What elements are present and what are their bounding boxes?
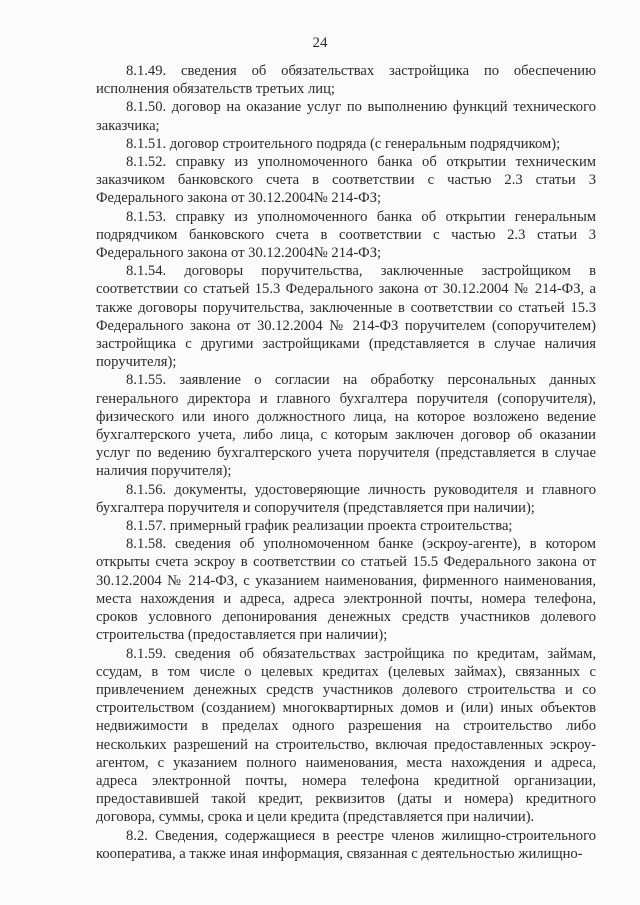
paragraph-8-1-58: 8.1.58. сведения об уполномоченном банке (эскроу-агенте), в котором открыты счета эскроу в соответствии со статьей 15.5 Федерального закона от 30.12.2004 № 214-ФЗ, с указанием наименования, фирменного наименования, места нахождения и адреса, адреса электронной почты, номера телефона, сроков условного депонирования денежных средств участников долевого строительства (предоставляется при наличии);: [96, 536, 596, 644]
page-number: 24: [312, 35, 328, 51]
paragraph-8-1-55: 8.1.55. заявление о согласии на обработку персональных данных генерального директора и главного бухгалтера поручителя (сопоручителя), физического или иного должностного лица, на которое возложено ведение бухгалтерского учета, либо лица, с которым заключен договор об оказании услуг по ведению бухгалтерского учета поручителя (представляется в случае наличия поручителя);: [96, 372, 596, 480]
paragraph-8-1-52: 8.1.52. справку из уполномоченного банка об открытии техническим заказчиком банковского счета в соответствии с частью 2.3 статьи 3 Федерального закона от 30.12.2004№ 214-ФЗ;: [96, 154, 596, 207]
paragraph-8-1-51: 8.1.51. договор строительного подряда (с генеральным подрядчиком);: [126, 135, 561, 152]
paragraph-8-1-54: 8.1.54. договоры поручительства, заключенные застройщиком в соответствии со статьей 15.3 Федерального закона от 30.12.2004 № 214-ФЗ, а также договоры поручительства, заключенные в соответствии со статьей 15.3 Федерального закона от 30.12.2004 № 214-ФЗ поручителем (сопоручителем) застройщика с другими застройщиками (представляется в случае наличия поручителя);: [96, 263, 596, 371]
paragraph-8-1-53: 8.1.53. справку из уполномоченного банка об открытии генеральным подрядчиком банковского счета в соответствии с частью 2.3 статьи 3 Федерального закона от 30.12.2004№ 214-ФЗ;: [96, 208, 596, 262]
paragraph-8-1-59: 8.1.59. сведения об обязательствах застройщика по кредитам, займам, ссудам, в том числе о целевых кредитах (целевых займах), связанных с привлечением денежных средств участников долевого строительства и со строительством (созданием) многоквартирных домов и (или) иных объектов недвижимости в пределах одного разрешения на строительство либо нескольких разрешений на строительство, включая предоставленных эскроу-агентом, с указанием полного наименования, места нахождения и адреса, адреса электронной почты, номера телефона кредитной организации, предоставившей такой кредит, реквизитов (даты и номера) кредитного договора, суммы, срока и цели кредита (представляется при наличии).: [96, 645, 596, 826]
document-body: [96, 62, 596, 863]
paragraph-8-2: 8.2. Сведения, содержащиеся в реестре членов жилищно-строительного кооператива, а также иная информация, связанная с деятельностью жилищно-: [96, 827, 596, 862]
paragraph-8-1-50: 8.1.50. договор на оказание услуг по выполнению функций технического заказчика;: [96, 99, 596, 134]
paragraph-8-1-56: 8.1.56. документы, удостоверяющие личность руководителя и главного бухгалтера поручителя и сопоручителя (представляется при наличии);: [96, 481, 596, 516]
paragraph-8-1-57: 8.1.57. примерный график реализации проекта строительства;: [126, 518, 513, 535]
paragraph-8-1-49: 8.1.49. сведения об обязательствах застройщика по обеспечению исполнения обязательств третьих лиц;: [96, 63, 596, 98]
